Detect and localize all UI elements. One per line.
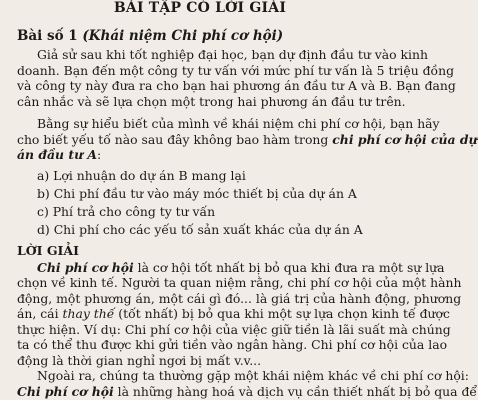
option-b: b) Chi phí đầu tư vào máy móc thiết bị của dự án A — [37, 186, 357, 202]
solution-text-4b: (tốt nhất) bị bỏ qua khi một sự lựa chọn kinh tế được — [114, 306, 450, 322]
question-emphasis: chi phí cơ hội của dự — [332, 131, 478, 147]
solution-line-3: động, một phương án, một cái gì đó... là giá trị của hành động, phương — [17, 290, 462, 306]
solution-text: là cơ hội tốt nhất bị bỏ qua khi đưa ra một sự lựa — [133, 259, 445, 275]
solution-line-4 — [17, 306, 450, 322]
intro-line-4: cân nhắc và sẽ lựa chọn một trong hai phương án đầu tư trên. — [17, 93, 406, 109]
exercise-heading — [17, 28, 283, 44]
question-line-3 — [17, 147, 101, 163]
option-a: a) Lợi nhuận do dự án B mang lại — [37, 168, 246, 184]
solution-heading: LỜI GIẢI — [17, 243, 79, 259]
solution-term-2: Chi phí cơ hội — [17, 384, 114, 399]
solution-text-4a: án, cái — [17, 306, 63, 322]
option-d: d) Chi phí cho các yếu tố sản xuất khác của dự án A — [37, 222, 363, 238]
question-text: cho biết yếu tố nào sau đây không bao hàm trong — [17, 131, 333, 147]
solution-line-7: động là thời gian nghỉ ngơi bị mất v.v... — [17, 352, 262, 368]
intro-line-2: doanh. Bạn đến một công ty tư vấn với mức phí tư vấn là 5 triệu đồng — [17, 62, 455, 78]
solution-line-2: chọn về kinh tế. Người ta quan niệm rằng, chi phí cơ hội của một hành — [17, 275, 462, 291]
solution-line-5: thực hiện. Ví dụ: Chi phí cơ hội của việc giữ tiền là lãi suất mà chúng — [17, 321, 451, 337]
intro-line-1: Giả sử sau khi tốt nghiệp đại học, bạn dự định đầu tư vào kinh — [37, 47, 428, 63]
solution-text-9: là những hàng hoá và dịch vụ cần thiết nhất bị bỏ qua để — [113, 384, 478, 399]
option-c: c) Phí trả cho công ty tư vấn — [37, 204, 216, 220]
question-line-2 — [17, 131, 478, 148]
solution-line-6: ta có thể thu được khi gửi tiền vào ngân hàng. Chi phí cơ hội của lao — [17, 337, 448, 353]
solution-term: Chi phí cơ hội — [37, 259, 134, 275]
solution-line-9 — [17, 384, 478, 400]
question-emphasis-2: án đầu tư A — [17, 147, 98, 163]
solution-line-1 — [17, 259, 445, 276]
solution-emphasis: thay thế — [62, 306, 115, 322]
question-colon: : — [97, 147, 102, 163]
exercise-topic: (Khái niệm Chi phí cơ hội) — [82, 27, 284, 44]
intro-line-3: và công ty này đưa ra cho bạn hai phương án đầu tư A và B. Bạn đang — [17, 78, 456, 94]
solution-line-8: Ngoài ra, chúng ta thường gặp một khái niệm khác về chi phí cơ hội: — [37, 368, 469, 384]
page-title: BÀI TẬP CÓ LỜI GIẢI — [113, 0, 287, 16]
exercise-number: Bài số 1 — [17, 27, 78, 44]
question-line-1: Bằng sự hiểu biết của mình về khái niệm chi phí cơ hội, bạn hãy — [37, 116, 440, 132]
